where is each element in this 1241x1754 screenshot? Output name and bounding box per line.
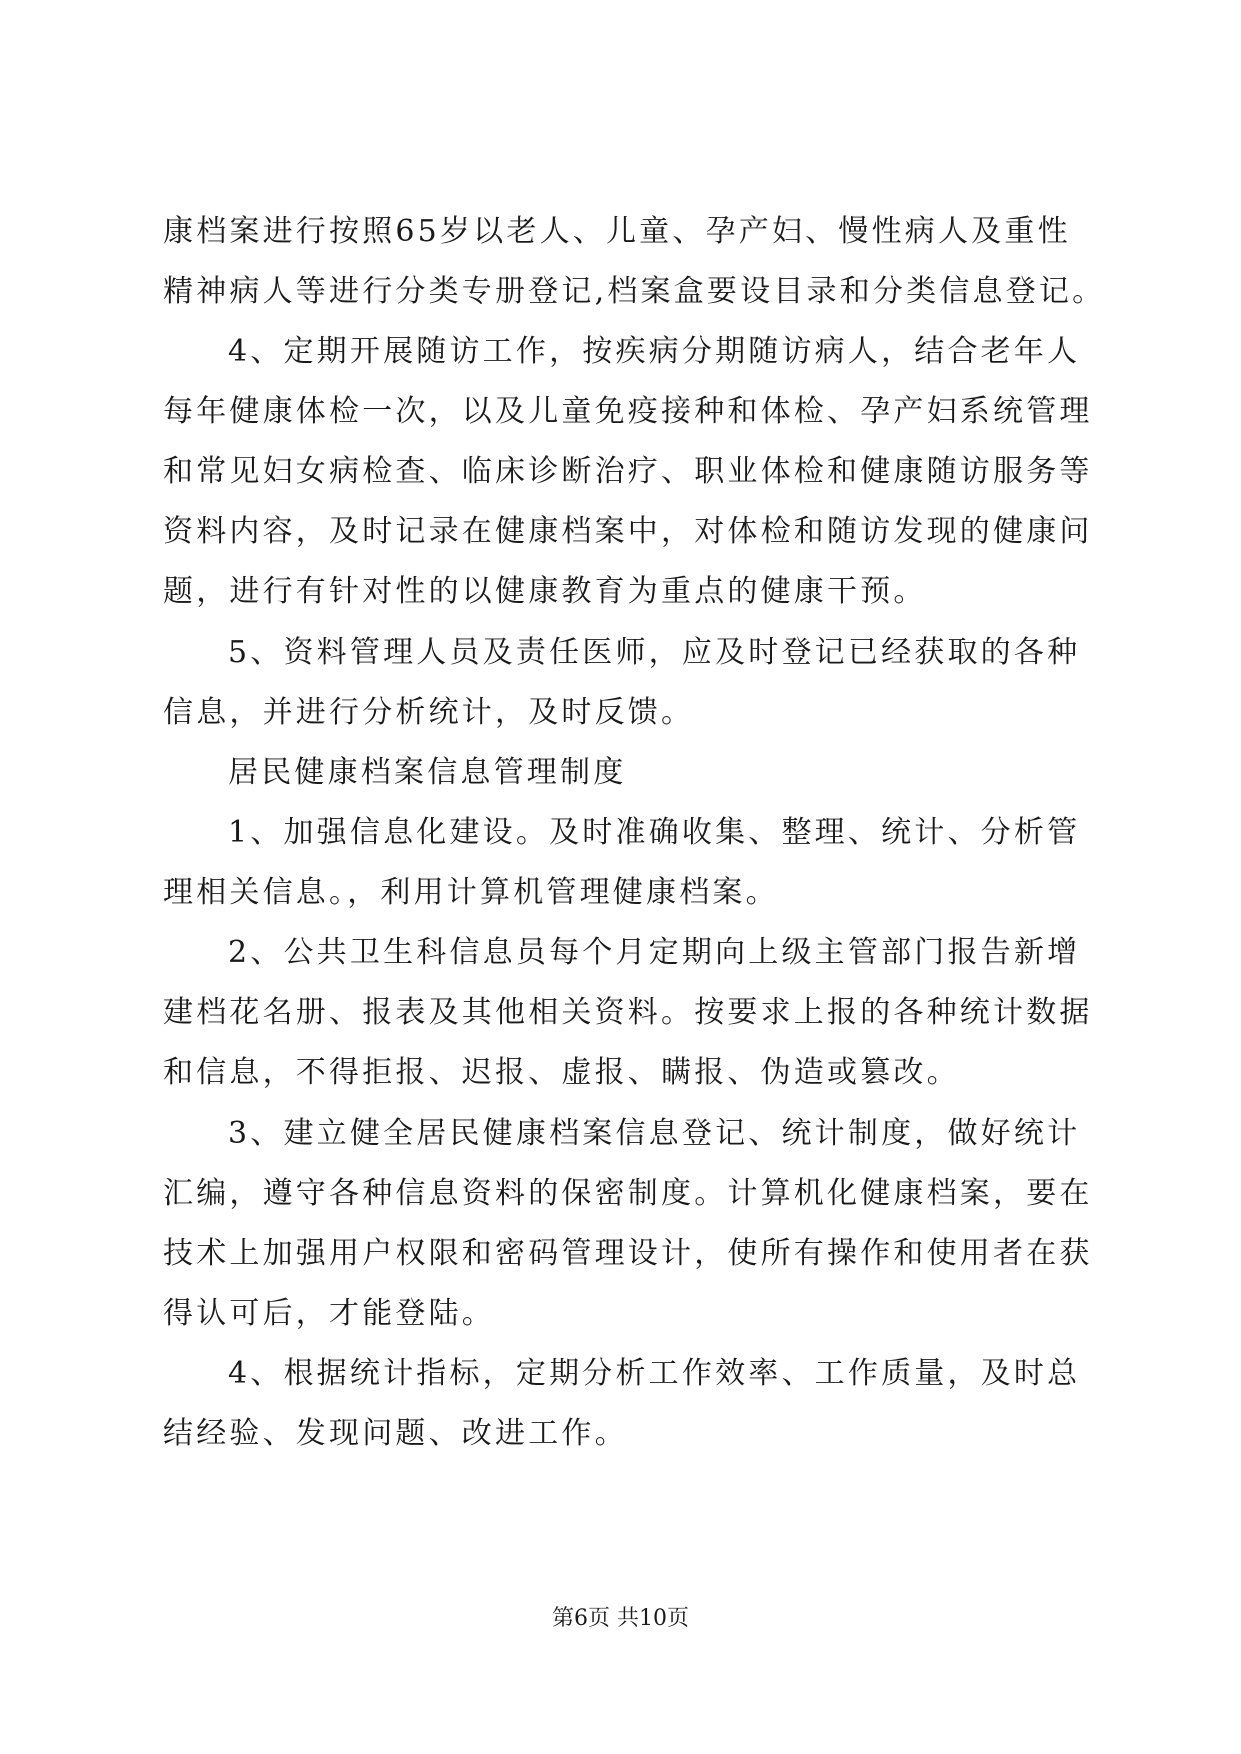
body-line-17: 汇编，遵守各种信息资料的保密制度。计算机化健康档案，要在: [163, 1176, 1093, 1211]
body-line-12: 理相关信息。，利用计算机管理健康档案。: [163, 875, 779, 910]
body-line-2: 精神病人等进行分类专册登记,档案盒要设目录和分类信息登记。: [163, 274, 1106, 309]
body-line-13: 2、公共卫生科信息员每个月定期向上级主管部门报告新增: [228, 935, 1081, 970]
body-line-6: 资料内容，及时记录在健康档案中，对体检和随访发现的健康问: [163, 514, 1093, 549]
body-line-14: 建档花名册、报表及其他相关资料。按要求上报的各种统计数据: [163, 995, 1093, 1030]
page-number-footer: 第6页 共10页: [552, 1606, 689, 1631]
body-line-11: 1、加强信息化建设。及时准确收集、整理、统计、分析管: [228, 815, 1081, 850]
body-line-9: 信息，并进行分析统计，及时反馈。: [163, 695, 695, 730]
body-line-3: 4、定期开展随访工作，按疾病分期随访病人，结合老年人: [228, 334, 1081, 369]
body-line-1: 康档案进行按照65岁以老人、儿童、孕产妇、慢性病人及重性: [163, 214, 1071, 249]
body-line-20: 4、根据统计指标，定期分析工作效率、工作质量，及时总: [228, 1356, 1081, 1391]
body-line-21: 结经验、发现问题、改进工作。: [163, 1416, 628, 1451]
body-line-19: 得认可后，才能登陆。: [163, 1296, 495, 1331]
body-line-4: 每年健康体检一次，以及儿童免疫接种和体检、孕产妇系统管理: [163, 394, 1093, 429]
body-line-7: 题，进行有针对性的以健康教育为重点的健康干预。: [163, 574, 927, 609]
body-line-8: 5、资料管理人员及责任医师，应及时登记已经获取的各种: [228, 635, 1081, 670]
body-line-18: 技术上加强用户权限和密码管理设计，使所有操作和使用者在获: [163, 1236, 1093, 1271]
body-line-16: 3、建立健全居民健康档案信息登记、统计制度，做好统计: [228, 1116, 1081, 1151]
body-line-5: 和常见妇女病检查、临床诊断治疗、职业体检和健康随访服务等: [163, 454, 1093, 489]
body-line-15: 和信息，不得拒报、迟报、虚报、瞒报、伪造或篡改。: [163, 1055, 960, 1090]
section-heading: 居民健康档案信息管理制度: [228, 755, 627, 790]
